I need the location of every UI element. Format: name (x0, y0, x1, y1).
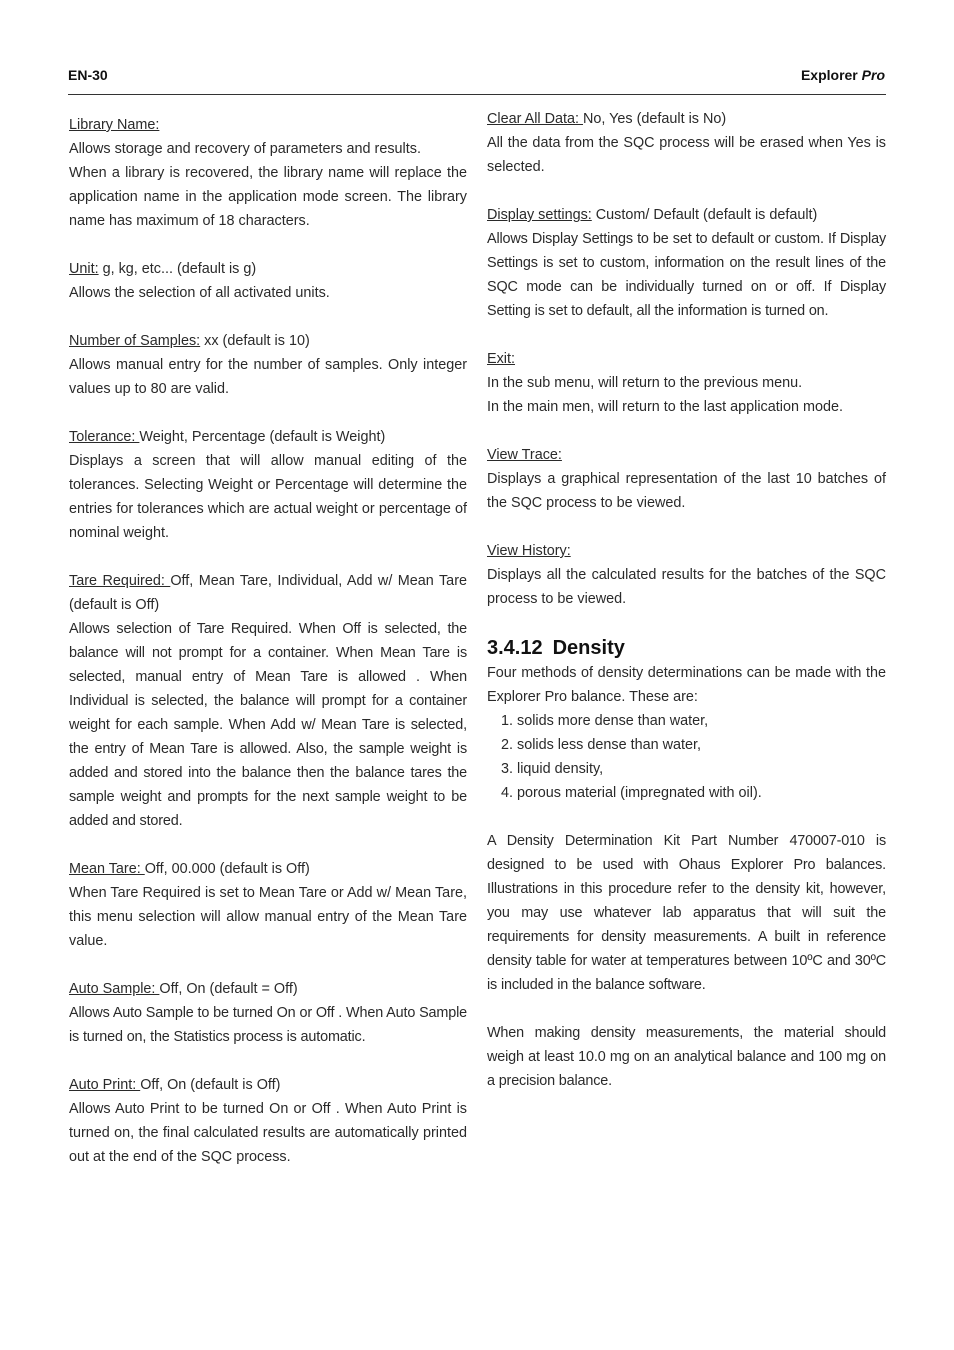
exit-entry (487, 347, 886, 419)
view-trace-desc: Displays a graphical representation of the last 10 batches of the SQC process to be viewed. (487, 471, 886, 511)
display-settings-options: Custom/ Default (default is default) (591, 207, 818, 223)
density-section-number: 3.4.12 (487, 637, 543, 659)
density-kit-text: A Density Determination Kit Part Number 470007-010 is designed to be used with Ohaus Explorer Pro balances. Illustrations in this procedure refer to the density kit, however, you may use whatever lab apparatus that will suit the requirements for density measurements. A built in reference density table for water at temperatures between 10ºC and 30ºC is included in the balance software. (487, 833, 886, 993)
view-history-label: View History: (487, 543, 571, 559)
auto-print-desc: Allows Auto Print to be turned On or Off . When Auto Print is turned on, the final calculated results are automatically printed out at the end of the SQC process. (69, 1101, 467, 1165)
number-of-samples-options: xx (default is 10) (200, 333, 310, 349)
clear-all-data-label: Clear All Data: (487, 111, 583, 127)
view-trace-entry (487, 443, 886, 515)
left-column (69, 113, 467, 1193)
tare-required-entry (69, 569, 467, 833)
page-header (68, 64, 886, 95)
tare-required-options: Off, Mean Tare, Individual, Add w/ Mean Tare (default is Off) (69, 573, 467, 613)
density-method-item: 4. porous material (impregnated with oil). (501, 785, 762, 801)
density-kit-paragraph (487, 829, 886, 997)
library-name-desc-1: Allows storage and recovery of parameters and results. (69, 141, 421, 157)
view-trace-label: View Trace: (487, 447, 562, 463)
auto-print-entry (69, 1073, 467, 1169)
view-history-entry (487, 539, 886, 611)
product-name (801, 67, 885, 83)
density-section-heading (487, 635, 886, 661)
density-intro-text: Four methods of density determinations can be made with the Explorer Pro balance. These are: (487, 665, 886, 705)
density-methods-list (487, 709, 886, 805)
library-name-label: Library Name: (69, 117, 160, 133)
density-section-title: Density (552, 637, 625, 659)
auto-sample-desc: Allows Auto Sample to be turned On or Off . When Auto Sample is turned on, the Statistics process is automatic. (69, 1005, 467, 1045)
library-name-entry (69, 113, 467, 233)
exit-desc-1: In the sub menu, will return to the previous menu. (487, 375, 803, 391)
density-method-item: 2. solids less dense than water, (501, 737, 701, 753)
unit-label: Unit: (69, 261, 99, 277)
number-of-samples-label: Number of Samples: (69, 333, 201, 349)
library-name-desc-2: When a library is recovered, the library name will replace the application name in the application mode screen. The library name has maximum of 18 characters. (69, 165, 467, 229)
density-method-item: 1. solids more dense than water, (501, 713, 709, 729)
unit-options: g, kg, etc... (default is g) (98, 261, 257, 277)
tolerance-desc: Displays a screen that will allow manual editing of the tolerances. Selecting Weight or Percentage will determine the entries for tolerances which are actual weight or percentage of nominal weight. (69, 453, 467, 541)
page-number: EN-30 (68, 67, 108, 83)
display-settings-label: Display settings: (487, 207, 592, 223)
auto-print-label: Auto Print: (69, 1077, 141, 1093)
mean-tare-entry (69, 857, 467, 953)
auto-print-options: Off, On (default is Off) (140, 1077, 281, 1093)
right-column (487, 107, 886, 1117)
tolerance-label: Tolerance: (69, 429, 140, 445)
display-settings-desc: Allows Display Settings to be set to default or custom. If Display Settings is set to custom, information on the result lines of the SQC mode can be individually turned on or off. If Display Setting is set to default, all the information is turned on. (487, 231, 886, 319)
tolerance-options: Weight, Percentage (default is Weight) (139, 429, 386, 445)
view-history-desc: Displays all the calculated results for the batches of the SQC process to be viewed. (487, 567, 886, 607)
auto-sample-entry (69, 977, 467, 1049)
density-weight-paragraph (487, 1021, 886, 1093)
density-weight-text: When making density measurements, the material should weigh at least 10.0 mg on an analytical balance and 100 mg on a precision balance. (487, 1025, 886, 1089)
product-name-main: Explorer (800, 67, 858, 83)
auto-sample-label: Auto Sample: (69, 981, 160, 997)
clear-all-data-desc: All the data from the SQC process will be erased when Yes is selected. (487, 135, 886, 175)
density-intro (487, 661, 886, 709)
unit-desc: Allows the selection of all activated units. (69, 285, 330, 301)
mean-tare-options: Off, 00.000 (default is Off) (144, 861, 310, 877)
exit-desc-2: In the main men, will return to the last application mode. (487, 399, 843, 415)
product-name-suffix: Pro (861, 67, 885, 83)
unit-entry (69, 257, 467, 305)
mean-tare-label: Mean Tare: (69, 861, 145, 877)
clear-all-data-options: No, Yes (default is No) (582, 111, 727, 127)
number-of-samples-desc: Allows manual entry for the number of samples. Only integer values up to 80 are valid. (69, 357, 467, 397)
tolerance-entry (69, 425, 467, 545)
density-method-item: 3. liquid density, (501, 761, 604, 777)
mean-tare-desc: When Tare Required is set to Mean Tare or Add w/ Mean Tare, this menu selection will allow manual entry of the Mean Tare value. (69, 885, 467, 949)
exit-label: Exit: (487, 351, 515, 367)
clear-all-data-entry (487, 107, 886, 179)
auto-sample-options: Off, On (default = Off) (159, 981, 298, 997)
display-settings-entry (487, 203, 886, 323)
tare-required-label: Tare Required: (69, 573, 171, 589)
number-of-samples-entry (69, 329, 467, 401)
tare-required-desc: Allows selection of Tare Required. When Off is selected, the balance will not prompt for a container. When Mean Tare is selected, manual entry of Mean Tare is allowed . When Individual is selected, the balance will prompt for a container weight for each sample. When Add w/ Mean Tare is selected, the entry of Mean Tare is allowed. Also, the sample weight is added and stored into the balance then the balance tares the sample weight and prompts for the next sample weight to be added and stored. (69, 621, 467, 829)
